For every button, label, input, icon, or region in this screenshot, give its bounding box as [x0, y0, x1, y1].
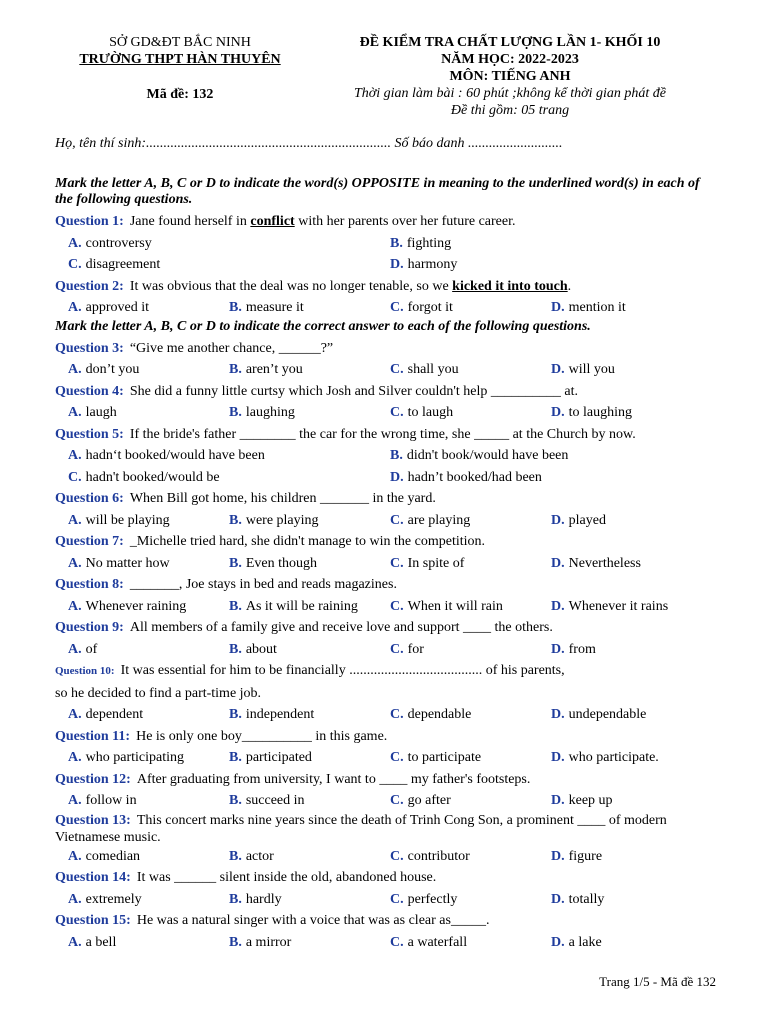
answer-option[interactable]	[390, 297, 551, 319]
question-text: He is only one boy__________ in this game.	[136, 728, 388, 744]
answer-option[interactable]	[229, 846, 390, 868]
option-letter: C.	[390, 891, 404, 907]
answer-option[interactable]	[390, 254, 712, 276]
option-text: a mirror	[245, 934, 292, 950]
option-text: hadn‘t booked/would have been	[85, 448, 265, 463]
option-text: undependable	[568, 707, 647, 722]
option-text: hardly	[245, 891, 282, 907]
option-letter: D.	[551, 934, 565, 950]
option-letter: A.	[68, 934, 82, 950]
option-letter: A.	[68, 848, 82, 864]
answer-option[interactable]	[390, 510, 551, 532]
question-stem	[55, 910, 718, 932]
option-letter: A.	[68, 512, 82, 528]
question-text: It was ______ silent inside the old, abandoned house.	[136, 870, 437, 885]
question-stem	[55, 617, 718, 639]
answer-option[interactable]	[390, 704, 551, 726]
option-letter: D.	[551, 641, 565, 657]
option-text: Whenever it rains	[568, 598, 669, 614]
answer-option[interactable]	[551, 359, 712, 381]
question-stem	[55, 381, 718, 403]
answer-option[interactable]	[68, 747, 229, 769]
answer-option[interactable]	[68, 553, 229, 575]
answer-options	[55, 932, 718, 954]
answer-option[interactable]	[390, 233, 712, 255]
question-stem	[55, 424, 718, 446]
answer-options	[55, 639, 718, 661]
option-letter: A.	[68, 641, 82, 657]
option-letter: A.	[68, 448, 82, 463]
option-letter: B.	[229, 598, 242, 614]
question-number: Question 15:	[55, 913, 131, 928]
option-letter: D.	[551, 793, 565, 808]
answer-option[interactable]	[68, 596, 229, 618]
question-number: Question 11:	[55, 728, 131, 744]
question-number: Question 4:	[55, 383, 124, 399]
option-text: played	[568, 512, 606, 528]
answer-option[interactable]	[68, 510, 229, 532]
option-text: were playing	[245, 512, 319, 528]
option-letter: A.	[68, 707, 82, 722]
answer-options	[55, 359, 718, 381]
option-text: participated	[245, 750, 312, 765]
page-footer: Trang 1/5 - Mã đề 132	[599, 974, 716, 989]
answer-option[interactable]	[390, 846, 551, 868]
question-stem	[55, 338, 718, 360]
answer-option[interactable]	[229, 747, 390, 769]
header-left	[60, 34, 300, 103]
question-text: _______, Joe stays in bed and reads magazines.	[129, 577, 397, 592]
question-text: When Bill got home, his children _______ in the yard.	[129, 491, 436, 506]
option-letter: B.	[229, 707, 242, 722]
option-letter: C.	[68, 469, 82, 485]
option-letter: C.	[390, 641, 404, 657]
option-text: comedian	[85, 848, 141, 864]
question-number: Question 14:	[55, 870, 131, 885]
option-letter: D.	[551, 707, 565, 722]
option-text: didn't book/would have been	[406, 448, 569, 463]
option-letter: D.	[551, 512, 565, 528]
option-letter: D.	[551, 891, 565, 907]
answer-option[interactable]	[229, 510, 390, 532]
option-letter: C.	[390, 707, 404, 722]
time-limit: Thời gian làm bài : 60 phút ;không kể thời gian phát đề	[353, 86, 667, 101]
option-letter: B.	[229, 750, 242, 765]
exam-code: Mã đề: 132	[146, 87, 214, 102]
option-text: figure	[568, 848, 603, 864]
answer-option[interactable]	[229, 359, 390, 381]
question-number: Question 10:	[55, 665, 115, 677]
answer-option[interactable]	[390, 747, 551, 769]
option-text: to laughing	[568, 405, 633, 420]
answer-option[interactable]	[229, 596, 390, 618]
answer-options	[55, 889, 718, 911]
question-stem	[55, 574, 718, 596]
answer-option[interactable]	[551, 932, 712, 954]
option-letter: C.	[390, 405, 404, 420]
option-text: a lake	[568, 934, 602, 950]
question-text: It was obvious that the deal was no longer tenable, so we	[129, 278, 453, 294]
answer-options	[55, 233, 718, 276]
underlined-word: conflict	[250, 214, 295, 229]
answer-option[interactable]	[229, 297, 390, 319]
answer-option[interactable]	[390, 932, 551, 954]
question-stem	[55, 660, 718, 683]
option-text: shall you	[407, 362, 459, 377]
option-text: succeed in	[245, 793, 305, 808]
question-text: .	[567, 278, 572, 294]
option-text: laugh	[85, 405, 117, 420]
question-stem	[55, 769, 718, 791]
option-text: about	[245, 641, 277, 657]
option-text: will you	[568, 362, 615, 377]
school-name: TRƯỜNG THPT HÀN THUYÊN	[79, 52, 281, 67]
subject: MÔN: TIẾNG ANH	[449, 69, 571, 84]
option-text: a bell	[85, 934, 117, 950]
option-letter: B.	[229, 555, 242, 571]
question-stem	[55, 531, 718, 553]
answer-option[interactable]	[390, 467, 712, 489]
option-letter: C.	[390, 300, 404, 315]
option-text: to participate	[407, 750, 482, 765]
header-right	[320, 34, 700, 119]
answer-options	[55, 704, 718, 726]
question-stem	[55, 488, 718, 510]
option-letter: C.	[390, 512, 404, 528]
exam-title: ĐỀ KIỂM TRA CHẤT LƯỢNG LẦN 1- KHỐI 10	[359, 35, 661, 50]
question-text: He was a natural singer with a voice that was as clear as_____.	[136, 913, 490, 928]
option-text: As it will be raining	[245, 598, 358, 614]
option-text: harmony	[407, 257, 458, 272]
option-text: totally	[568, 891, 605, 907]
option-text: who participate.	[568, 750, 659, 765]
answer-option[interactable]	[68, 889, 229, 911]
instruction-correct: Mark the letter A, B, C or D to indicate the correct answer to each of the following questions.	[55, 318, 591, 334]
option-letter: D.	[551, 405, 565, 420]
option-text: independent	[245, 707, 315, 722]
answer-options	[55, 596, 718, 618]
answer-option[interactable]	[390, 889, 551, 911]
option-text: No matter how	[85, 555, 170, 571]
option-letter: C.	[390, 362, 404, 377]
answer-options	[55, 747, 718, 769]
answer-option[interactable]	[551, 297, 712, 319]
option-text: forgot it	[407, 300, 453, 315]
question-stem	[55, 726, 718, 748]
question-number: Question 1:	[55, 214, 124, 229]
underlined-word: kicked it into touch	[452, 278, 568, 294]
option-text: Nevertheless	[568, 555, 641, 571]
question-text: This concert marks nine years since the death of Trinh Cong Son, a prominent ____ of modern Vietnamese music.	[55, 812, 667, 845]
question-number: Question 6:	[55, 491, 124, 506]
option-text: keep up	[568, 793, 613, 808]
option-text: perfectly	[407, 891, 458, 907]
question-text: All members of a family give and receive love and support ____ the others.	[129, 620, 553, 635]
question-text: _Michelle tried hard, she didn't manage to win the competition.	[129, 534, 485, 549]
option-text: from	[568, 641, 596, 657]
option-letter: D.	[551, 848, 565, 864]
option-text: follow in	[85, 793, 137, 808]
option-text: don’t you	[85, 362, 140, 377]
option-letter: C.	[390, 555, 404, 571]
question-continuation: so he decided to find a part-time job.	[55, 685, 262, 701]
answer-option[interactable]	[68, 467, 390, 489]
question-stem	[55, 211, 718, 233]
option-letter: A.	[68, 362, 82, 377]
option-letter: B.	[229, 512, 242, 528]
question-number: Question 7:	[55, 534, 124, 549]
option-letter: B.	[229, 641, 242, 657]
answer-option[interactable]	[390, 596, 551, 618]
page-count: Đề thi gồm: 05 trang	[450, 103, 570, 118]
option-text: fighting	[406, 235, 452, 251]
answer-option[interactable]	[551, 747, 712, 769]
question-stem	[55, 276, 718, 298]
option-text: approved it	[85, 300, 149, 315]
option-letter: B.	[229, 300, 242, 315]
answer-option[interactable]	[68, 254, 390, 276]
option-letter: B.	[229, 793, 242, 808]
question-number: Question 8:	[55, 577, 124, 592]
answer-option[interactable]	[551, 704, 712, 726]
answer-option[interactable]	[551, 889, 712, 911]
option-letter: D.	[390, 257, 404, 272]
question-number: Question 5:	[55, 426, 124, 442]
answer-option[interactable]	[229, 790, 390, 812]
option-letter: D.	[551, 555, 565, 571]
option-text: Whenever raining	[85, 598, 187, 614]
option-letter: C.	[390, 934, 404, 950]
answer-options	[55, 402, 718, 424]
option-text: dependent	[85, 707, 144, 722]
option-letter: A.	[68, 405, 82, 420]
option-text: laughing	[245, 405, 295, 420]
option-text: actor	[245, 848, 274, 864]
option-text: measure it	[245, 300, 304, 315]
option-letter: D.	[551, 750, 565, 765]
answer-option[interactable]	[68, 445, 390, 467]
question-block-correct	[55, 338, 718, 954]
option-text: a waterfall	[407, 934, 468, 950]
option-text: dependable	[407, 707, 472, 722]
answer-option[interactable]	[68, 359, 229, 381]
answer-options	[55, 510, 718, 532]
question-block-opposite	[55, 211, 718, 319]
answer-option[interactable]	[551, 402, 712, 424]
option-text: controversy	[85, 235, 152, 251]
answer-option[interactable]	[68, 639, 229, 661]
school-year: NĂM HỌC: 2022-2023	[441, 52, 579, 67]
department-name: SỞ GD&ĐT BẮC NINH	[109, 35, 251, 50]
option-letter: D.	[551, 300, 565, 315]
question-text: It was essential for him to be financially ...................................... of his parents,	[120, 663, 565, 678]
answer-option[interactable]	[390, 359, 551, 381]
option-letter: B.	[229, 848, 242, 864]
question-number: Question 9:	[55, 620, 124, 635]
answer-option[interactable]	[68, 790, 229, 812]
option-text: go after	[407, 793, 451, 808]
option-letter: C.	[390, 598, 404, 614]
question-text: If the bride's father ________ the car for the wrong time, she _____ at the Church by now.	[129, 426, 636, 442]
answer-option[interactable]	[551, 790, 712, 812]
option-text: When it will rain	[407, 598, 503, 614]
answer-options	[55, 297, 718, 319]
question-text: “Give me another chance, ______?”	[129, 340, 334, 356]
option-text: to laugh	[407, 405, 454, 420]
option-text: Even though	[245, 555, 317, 571]
option-letter: B.	[229, 405, 242, 420]
option-letter: A.	[68, 598, 82, 614]
option-text: of	[85, 641, 98, 657]
question-stem	[55, 867, 718, 889]
option-letter: A.	[68, 555, 82, 571]
answer-option[interactable]	[229, 553, 390, 575]
option-letter: C.	[68, 257, 82, 272]
answer-option[interactable]	[229, 932, 390, 954]
option-text: disagreement	[85, 257, 161, 272]
answer-option[interactable]	[390, 639, 551, 661]
answer-option[interactable]	[390, 790, 551, 812]
option-letter: B.	[390, 235, 403, 251]
candidate-info-line: Họ, tên thí sinh:...................................................................... Số báo danh ...........................	[55, 136, 563, 151]
option-text: aren’t you	[245, 362, 303, 377]
answer-option[interactable]	[551, 553, 712, 575]
question-number: Question 2:	[55, 278, 124, 294]
answer-options	[55, 790, 718, 812]
answer-option[interactable]	[390, 402, 551, 424]
option-text: In spite of	[407, 555, 465, 571]
answer-option[interactable]	[229, 889, 390, 911]
option-letter: A.	[68, 891, 82, 907]
question-number: Question 3:	[55, 340, 124, 356]
option-letter: A.	[68, 300, 82, 315]
option-letter: B.	[390, 448, 403, 463]
option-letter: C.	[390, 750, 404, 765]
option-letter: C.	[390, 793, 404, 808]
answer-option[interactable]	[68, 704, 229, 726]
option-letter: B.	[229, 362, 242, 377]
option-letter: D.	[390, 469, 404, 485]
question-stem	[55, 812, 718, 846]
answer-option[interactable]	[68, 932, 229, 954]
option-text: who participating	[85, 750, 184, 765]
answer-option[interactable]	[68, 846, 229, 868]
answer-option[interactable]	[229, 402, 390, 424]
option-text: contributor	[407, 848, 470, 864]
option-letter: C.	[390, 848, 404, 864]
option-text: hadn't booked/would be	[85, 469, 220, 485]
answer-option[interactable]	[68, 233, 390, 255]
option-letter: B.	[229, 891, 242, 907]
exam-content	[55, 176, 718, 953]
question-number: Question 12:	[55, 771, 131, 787]
answer-option[interactable]	[551, 639, 712, 661]
answer-option[interactable]	[390, 553, 551, 575]
answer-option[interactable]	[390, 445, 712, 467]
instruction-opposite: Mark the letter A, B, C or D to indicate the word(s) OPPOSITE in meaning to the underlined word(s) in each of the following questions.	[55, 176, 700, 207]
answer-option[interactable]	[551, 596, 712, 618]
option-text: mention it	[568, 300, 626, 315]
answer-option[interactable]	[229, 704, 390, 726]
question-number: Question 13:	[55, 812, 131, 828]
option-text: will be playing	[85, 512, 170, 528]
answer-option[interactable]	[551, 510, 712, 532]
option-text: hadn’t booked/had been	[407, 469, 542, 485]
option-letter: D.	[551, 598, 565, 614]
answer-options	[55, 846, 718, 868]
option-letter: A.	[68, 750, 82, 765]
option-letter: B.	[229, 934, 242, 950]
answer-option[interactable]	[229, 639, 390, 661]
option-text: are playing	[407, 512, 471, 528]
option-text: extremely	[85, 891, 142, 907]
answer-option[interactable]	[68, 297, 229, 319]
option-letter: D.	[551, 362, 565, 377]
question-text: with her parents over her future career.	[294, 214, 516, 229]
answer-option[interactable]	[551, 846, 712, 868]
option-letter: A.	[68, 793, 82, 808]
question-text: She did a funny little curtsy which Josh and Silver couldn't help __________ at.	[129, 383, 578, 399]
answer-options	[55, 445, 718, 488]
question-text: Jane found herself in	[129, 214, 251, 229]
answer-option[interactable]	[68, 402, 229, 424]
option-text: for	[407, 641, 424, 657]
option-letter: A.	[68, 235, 82, 251]
answer-options	[55, 553, 718, 575]
question-text: After graduating from university, I want to ____ my father's footsteps.	[136, 771, 531, 787]
